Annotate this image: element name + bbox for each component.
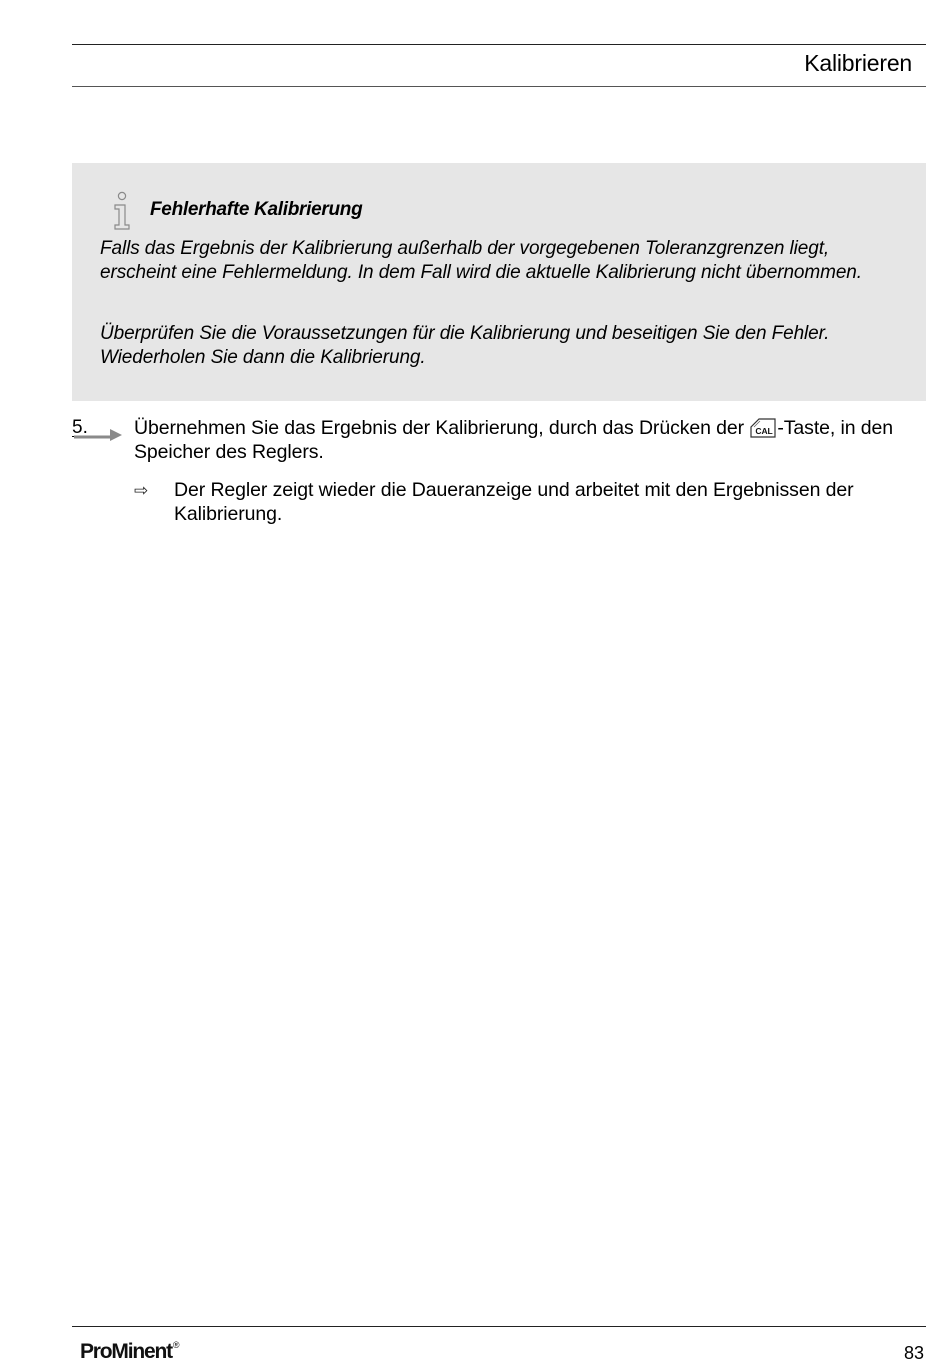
info-note-box bbox=[72, 163, 926, 401]
note-paragraph: Überprüfen Sie die Voraussetzungen für die Kalibrierung und beseitigen Sie den Fehler. Wiederholen Sie dann die Kalibrierung. bbox=[100, 323, 830, 368]
step-text-before: Übernehmen Sie das Ergebnis der Kalibrierung, durch das Drücken der bbox=[134, 417, 750, 439]
header-top-rule bbox=[72, 44, 926, 45]
page-title: Kalibrieren bbox=[804, 50, 912, 76]
cal-key-icon bbox=[750, 418, 776, 438]
cal-key-label: CAL bbox=[755, 426, 773, 436]
info-icon bbox=[110, 191, 134, 231]
header-bottom-rule bbox=[72, 86, 926, 87]
step-arrow-icon bbox=[74, 425, 124, 443]
step-number: 5. bbox=[72, 417, 88, 438]
page-number: 83 bbox=[903, 1343, 924, 1363]
brand-logo bbox=[80, 1340, 180, 1364]
step-instruction bbox=[134, 416, 924, 464]
result-arrow-icon: ⇨ bbox=[134, 481, 149, 501]
brand-name: ProMinent bbox=[80, 1340, 172, 1363]
step-result: Der Regler zeigt wieder die Daueranzeige und arbeitet mit den Ergebnissen der Kalibrierung. bbox=[174, 479, 854, 525]
step-text-after: -Taste, in den Speicher des Reglers. bbox=[134, 417, 894, 463]
footer-rule bbox=[72, 1326, 926, 1327]
note-paragraph: Falls das Ergebnis der Kalibrierung außerhalb der vorgegebenen Toleranzgrenzen liegt, erscheint eine Fehlermeldung. In dem Fall wird die aktuelle Kalibrierung nicht übernommen. bbox=[100, 238, 862, 283]
registered-mark: ® bbox=[172, 1340, 180, 1350]
note-title: Fehlerhafte Kalibrierung bbox=[150, 199, 363, 220]
